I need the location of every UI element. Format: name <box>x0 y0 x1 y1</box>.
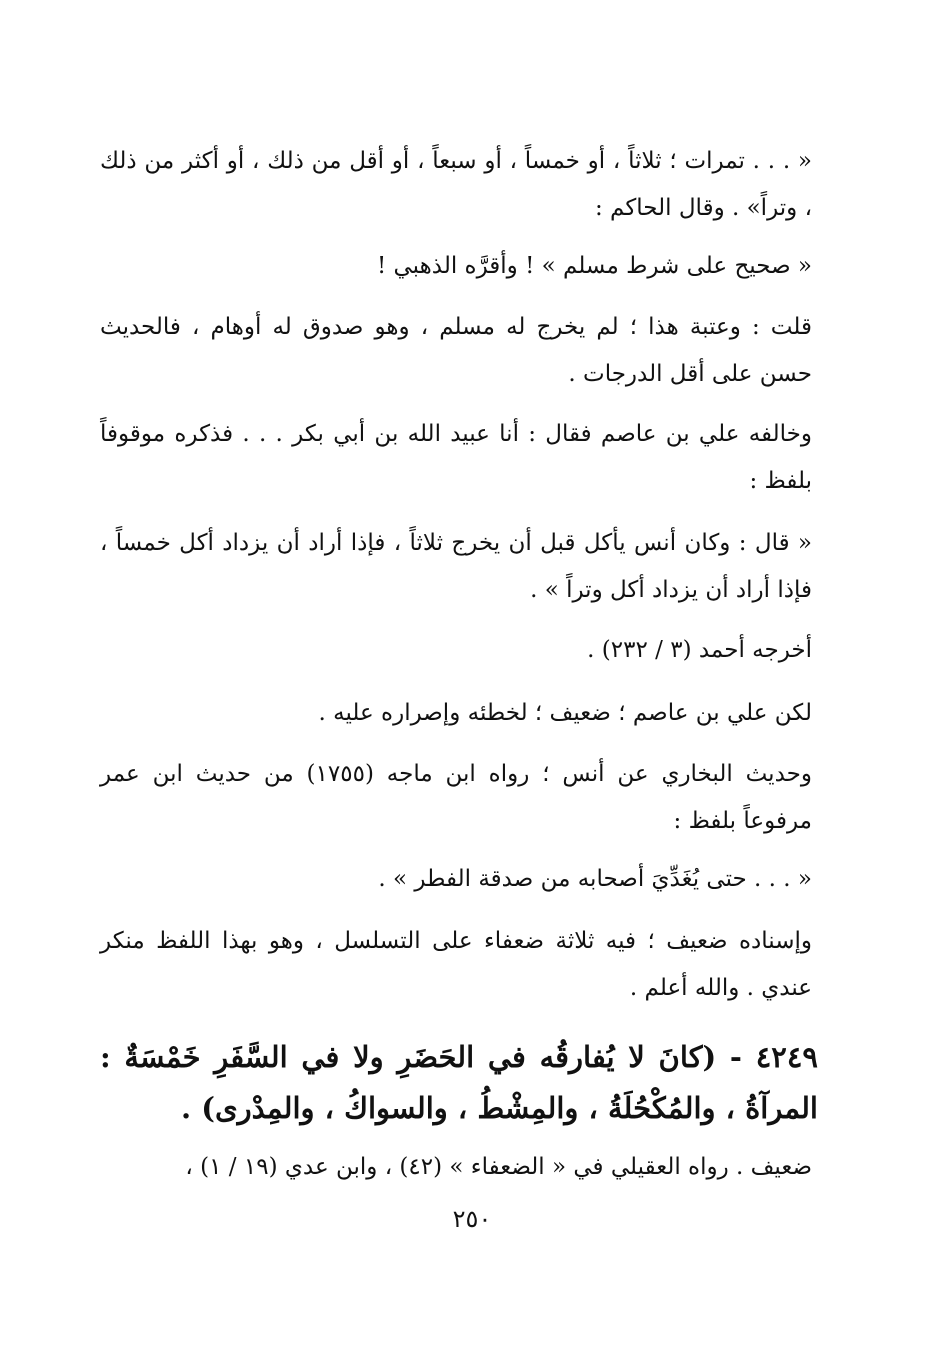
paragraph-isnad-weak: وإسناده ضعيف ؛ فيه ثلاثة ضعفاء على التسلسل ، وهو بهذا اللفظ منكر عندي . والله أعلم . <box>100 928 812 1001</box>
paragraph-ali-weakness: لكن علي بن عاصم ؛ ضعيف ؛ لخطئه وإصراره عليه . <box>318 700 812 726</box>
paragraph-uqayli-reference: ضعيف . رواه العقيلي في « الضعفاء » (٤٢) ، وابن عدي (١٩ / ١) ، <box>185 1154 812 1180</box>
page-number: ٢٥٠ <box>452 1205 492 1233</box>
paragraph-utba-comment: قلت : وعتبة هذا ؛ لم يخرج له مسلم ، وهو صدوق له أوهام ، فالحديث حسن على أقل الدرجات . <box>100 314 812 387</box>
paragraph-dates-narration: « . . . تمرات ؛ ثلاثاً ، أو خمساً ، أو سبعاً ، أو أقل من ذلك ، أو أكثر من ذلك ، وتراً» . وقال الحاكم : <box>100 148 812 221</box>
paragraph-bukhari-hadith: وحديث البخاري عن أنس ؛ رواه ابن ماجه (١٧٥٥) من حديث ابن عمر مرفوعاً بلفظ : <box>100 761 812 834</box>
paragraph-anas-quote: « قال : وكان أنس يأكل قبل أن يخرج ثلاثاً ، فإذا أراد أن يزداد أكل خمساً ، فإذا أراد أن يزداد أكل وتراً » . <box>100 530 812 603</box>
paragraph-fitr-quote: « . . . حتى يُغَدِّيَ أصحابه من صدقة الفطر » . <box>378 866 812 892</box>
paragraph-hakim-quote: « صحيح على شرط مسلم » ! وأقرَّه الذهبي ! <box>376 253 812 279</box>
hadith-heading: ٤٢٤٩ - (كانَ لا يُفارقُه في الحَضَرِ ولا في السَّفَرِ خَمْسَةٌ : المرآةُ ، والمُكْحُلَةُ ، والمِشْطُ ، والسواكُ ، والمِدْرى) . <box>100 1040 818 1125</box>
paragraph-ahmad-reference: أخرجه أحمد (٣ / ٢٣٢) . <box>587 637 812 663</box>
paragraph-ali-ibn-asim: وخالفه علي بن عاصم فقال : أنا عبيد الله بن أبي بكر . . . فذكره موقوفاً بلفظ : <box>100 421 812 494</box>
